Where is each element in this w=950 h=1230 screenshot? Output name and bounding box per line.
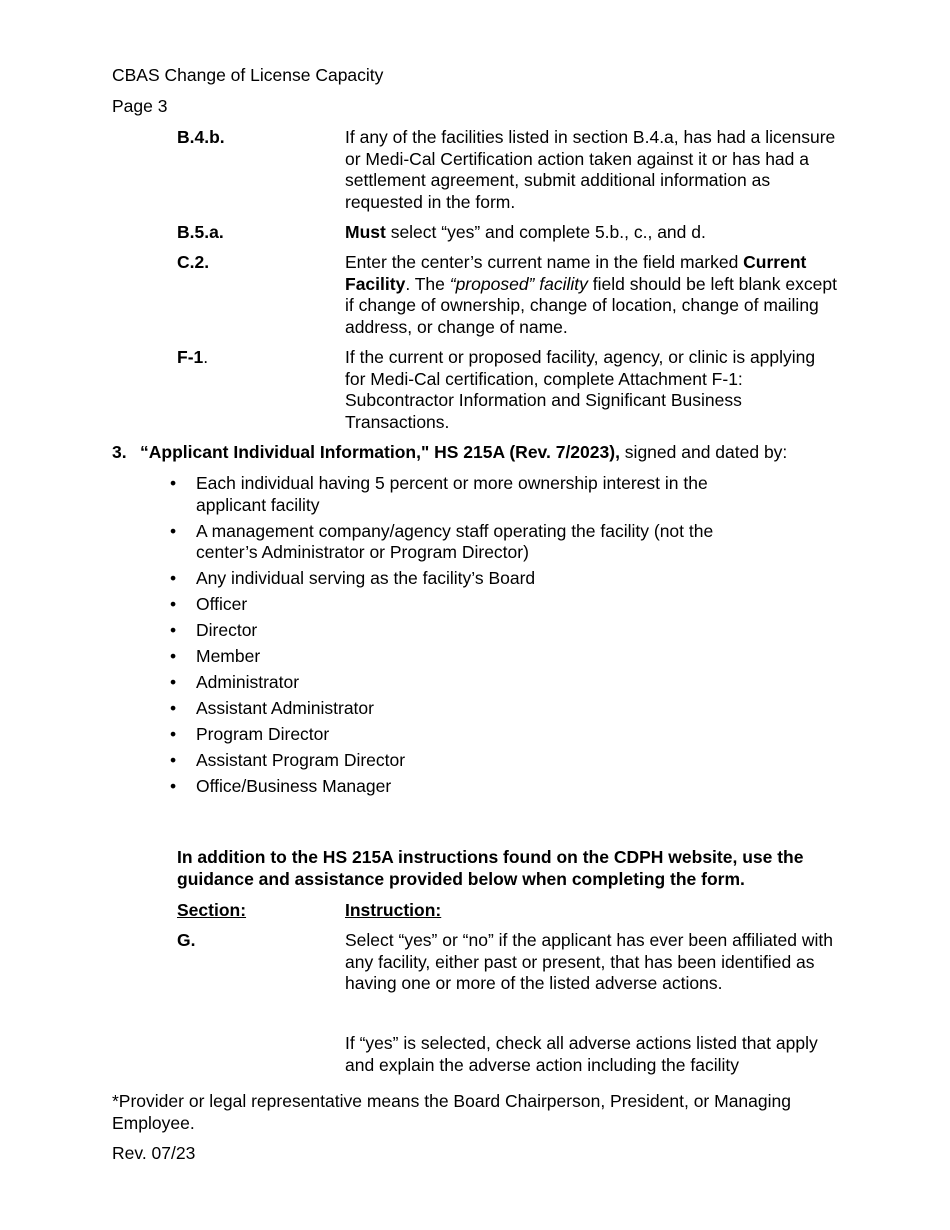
- signer-list: [170, 473, 770, 802]
- bullet-icon: •: [170, 698, 177, 718]
- item-number: 3.: [112, 442, 127, 462]
- item-3-heading: [112, 442, 872, 464]
- list-item-text: Director: [196, 620, 258, 640]
- bullet-icon: •: [170, 776, 177, 796]
- list-item: [170, 473, 770, 516]
- bullet-icon: •: [170, 473, 177, 493]
- bullet-icon: •: [170, 594, 177, 614]
- section-code: B.5.a.: [177, 222, 224, 242]
- list-item: [170, 594, 770, 616]
- list-item: [170, 672, 770, 694]
- instruction-column-header: Instruction:: [345, 900, 442, 920]
- section-instruction: [345, 252, 840, 338]
- instruction-text: select “yes” and complete 5.b., c., and d.: [385, 222, 706, 242]
- list-item: [170, 724, 770, 746]
- list-item: [170, 521, 770, 564]
- list-item-text: Each individual having 5 percent or more ownership interest in the applicant facility: [196, 473, 708, 515]
- section-code: G.: [177, 930, 196, 950]
- list-item: [170, 698, 770, 720]
- bullet-icon: •: [170, 620, 177, 640]
- item-title-rest: signed and dated by:: [619, 442, 788, 462]
- section-instruction: Select “yes” or “no” if the applicant has ever been affiliated with any facility, either past or present, that has been identified as having one or more of the listed adverse actions.: [345, 930, 833, 993]
- list-item: [170, 620, 770, 642]
- list-item-text: Officer: [196, 594, 248, 614]
- section-column-header: Section:: [177, 900, 247, 920]
- guidance-intro: In addition to the HS 215A instructions found on the CDPH website, use the guidance and assistance provided below when completing the form.: [177, 847, 804, 889]
- bullet-icon: •: [170, 568, 177, 588]
- bullet-icon: •: [170, 520, 177, 541]
- bullet-icon: •: [170, 724, 177, 744]
- instruction-text: . The: [405, 273, 450, 294]
- list-item-text: Program Director: [196, 724, 330, 744]
- list-item-text: Office/Business Manager: [196, 776, 392, 796]
- footnote: *Provider or legal representative means the Board Chairperson, President, or Managing Employee.: [112, 1091, 791, 1133]
- section-instruction: If any of the facilities listed in section B.4.a, has had a licensure or Medi-Cal Certification action taken against it or has had a settlement agreement, submit additional information as requested in the form.: [345, 127, 836, 212]
- list-item-text: Any individual serving as the facility’s Board: [196, 568, 536, 588]
- list-item: [170, 750, 770, 772]
- bullet-icon: •: [170, 750, 177, 770]
- italic-text: “proposed” facility: [449, 273, 588, 294]
- list-item: [170, 776, 770, 798]
- emphasis-text: Current Facility: [345, 252, 807, 294]
- list-item-text: Assistant Program Director: [196, 750, 406, 770]
- emphasis-text: Must: [345, 222, 386, 242]
- page-number: Page 3: [112, 96, 168, 116]
- bullet-icon: •: [170, 672, 177, 692]
- list-item-text: A management company/agency staff operating the facility (not the center’s Administrator or Program Director): [196, 520, 714, 562]
- section-code: C.2.: [177, 252, 210, 272]
- section-instruction: [345, 222, 840, 244]
- list-item-text: Member: [196, 646, 261, 666]
- item-title: “Applicant Individual Information," HS 215A (Rev. 7/2023),: [140, 442, 620, 462]
- document-title: CBAS Change of License Capacity: [112, 65, 384, 85]
- list-item: [170, 646, 770, 668]
- section-instruction: If the current or proposed facility, agency, or clinic is applying for Medi-Cal certification, complete Attachment F-1: Subcontractor Information and Significant Business Transactions.: [345, 347, 816, 432]
- instruction-text: field should be left blank except if change of ownership, change of location, change of mailing address, or change of name.: [345, 273, 837, 337]
- section-code-bold: F-1: [177, 347, 204, 367]
- section-code: [177, 347, 208, 369]
- list-item-text: Assistant Administrator: [196, 698, 374, 718]
- list-item-text: Administrator: [196, 672, 300, 692]
- section-code: B.4.b.: [177, 127, 225, 147]
- section-instruction-continued: If “yes” is selected, check all adverse actions listed that apply and explain the adverse action including the facility: [345, 1033, 818, 1075]
- bullet-icon: •: [170, 646, 177, 666]
- list-item: [170, 568, 770, 590]
- instruction-text: Enter the center’s current name in the field marked: [345, 252, 744, 272]
- section-code-suffix: .: [203, 347, 209, 367]
- revision-label: Rev. 07/23: [112, 1143, 196, 1163]
